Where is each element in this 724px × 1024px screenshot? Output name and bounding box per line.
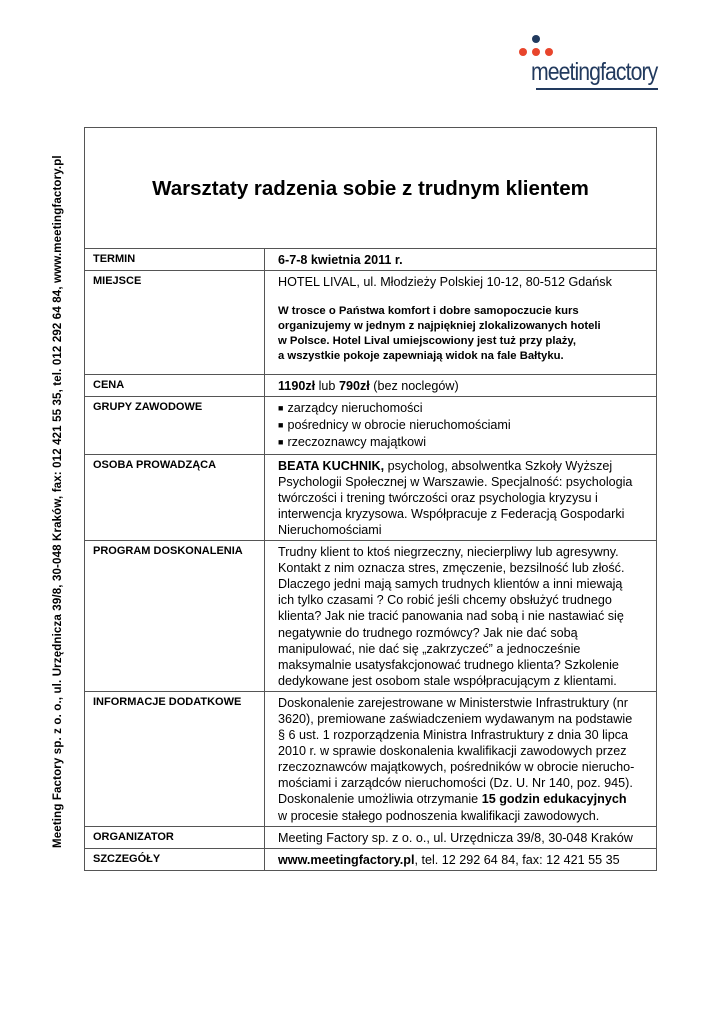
text-line: Trudny klient to ktoś niegrzeczny, niecierpliwy lub agresywny.	[278, 545, 619, 560]
text-line: maksymalnie usatysfakcjonować trudnego klienta? Szkolenie	[278, 657, 619, 672]
trainer-name: BEATA KUCHNIK,	[278, 458, 385, 473]
label-termin: TERMIN	[85, 249, 265, 270]
row-informacje	[85, 692, 656, 827]
label-cena: CENA	[85, 375, 265, 396]
value-informacje	[265, 692, 656, 826]
price-full: 1190zł	[278, 379, 316, 394]
text-line: rzeczoznawców majątkowych, pośredników w obrocie nierucho-	[278, 760, 635, 775]
text-line: Psychologii Społecznej w Warszawie. Specjalność: psychologia	[278, 474, 633, 489]
value-cena	[265, 375, 656, 396]
row-termin	[85, 249, 656, 271]
label-organizator: ORGANIZATOR	[85, 827, 265, 848]
value-termin: 6-7-8 kwietnia 2011 r.	[278, 253, 403, 267]
value-program	[265, 541, 656, 691]
value-szczegoly	[265, 849, 656, 870]
text-line: klienta? Jak nie tracić panowania nad sobą i nie nastawiać się	[278, 609, 624, 624]
text-line: psycholog, absolwentka Szkoły Wyższej	[384, 458, 613, 473]
text-line: § 6 ust. 1 rozporządzenia Ministra Infrastruktury z dnia 30 lipca	[278, 728, 628, 743]
note-line: W trosce o Państwa komfort i dobre samopoczucie kurs	[278, 305, 579, 318]
row-cena	[85, 375, 656, 397]
text-line: Doskonalenie umożliwia otrzymanie	[278, 792, 482, 807]
text-line: interwencja kryzysowa. Współpracuje z Federacją Gospodarki	[278, 506, 625, 521]
price-separator: lub	[315, 379, 339, 394]
logo-dot-accent-2	[532, 48, 540, 56]
value-osoba	[265, 455, 656, 540]
text-line: twórczości i trening twórczości oraz psychologia kryzysu i	[278, 490, 598, 505]
logo-dot-accent-3	[545, 48, 553, 56]
text-line: Kontakt z nim oznacza stres, zmęczenie, bezsilność lub złość.	[278, 561, 625, 576]
text-line: ich tylko czasami ? Co robić jeśli chcemy obsłużyć trudnego	[278, 593, 612, 608]
text-line: w procesie stałego podnoszenia kwalifikacji zawodowych.	[278, 808, 600, 823]
price-note: (bez noclegów)	[369, 379, 459, 394]
info-table	[84, 127, 657, 871]
text-line: Dlaczego jedni mają samych trudnych klientów a inni miewają	[278, 577, 623, 592]
text-line: Doskonalenie zarejestrowane w Ministerstwie Infrastruktury (nr	[278, 695, 628, 710]
label-informacje: INFORMACJE DODATKOWE	[85, 692, 265, 826]
row-szczegoly	[85, 849, 656, 870]
row-grupy	[85, 397, 656, 454]
logo-text: meetingfactory	[531, 58, 658, 86]
text-line: 2010 r. w sprawie doskonalenia kwalifikacji zawodowych przez	[278, 744, 627, 759]
label-szczegoly: SZCZEGÓŁY	[85, 849, 265, 870]
price-reduced: 790zł	[338, 379, 370, 394]
list-item: ■ pośrednicy w obrocie nieruchomościami	[278, 417, 646, 434]
value-organizator: Meeting Factory sp. z o. o., ul. Urzędnicza 39/8, 30-048 Kraków	[278, 830, 633, 845]
miejsce-note	[278, 304, 646, 364]
label-osoba: OSOBA PROWADZĄCA	[85, 455, 265, 540]
text-line: negatywnie do trudnego rozmówcy? Jak nie dać sobą	[278, 625, 578, 640]
text-line: manipulować, nie dać się „zakrzyczeć” a jednocześnie	[278, 641, 581, 656]
text-line: Nieruchomościami	[278, 522, 382, 537]
row-osoba	[85, 455, 656, 541]
text-line: mościami i zarządców nieruchomości (Dz. U. Nr 140, poz. 945).	[278, 776, 633, 791]
label-miejsce: MIEJSCE	[85, 271, 265, 374]
note-line: organizujemy w jednym z najpiękniej zlokalizowanych hoteli	[278, 320, 601, 333]
row-miejsce	[85, 271, 656, 375]
note-line: w Polsce. Hotel Lival umiejscowiony jest tuż przy plaży,	[278, 335, 576, 348]
text-line: dedykowane jest osobom stale współpracującym z klientami.	[278, 673, 617, 688]
website-link[interactable]: www.meetingfactory.pl	[278, 852, 415, 867]
note-line: a wszystkie pokoje zapewniają widok na fale Bałtyku.	[278, 350, 564, 363]
contact-info: , tel. 12 292 64 84, fax: 12 421 55 35	[414, 852, 620, 867]
label-grupy: GRUPY ZAWODOWE	[85, 397, 265, 453]
logo-dot-accent-1	[519, 48, 527, 56]
row-organizator	[85, 827, 656, 849]
label-program: PROGRAM DOSKONALENIA	[85, 541, 265, 691]
logo-dot-dark	[532, 35, 540, 43]
page-title: Warsztaty radzenia sobie z trudnym klientem	[152, 177, 589, 200]
value-grupy	[265, 397, 656, 453]
list-item: ■ rzeczoznawcy majątkowi	[278, 434, 646, 451]
row-program	[85, 541, 656, 692]
edu-hours: 15 godzin edukacyjnych	[481, 792, 627, 807]
value-miejsce	[265, 271, 656, 374]
miejsce-address: HOTEL LIVAL, ul. Młodzieży Polskiej 10-12, 80-512 Gdańsk	[278, 275, 612, 290]
logo-underline	[536, 88, 658, 90]
sidebar-contact-text: Meeting Factory sp. z o. o., ul. Urzędnicza 39/8, 30-048 Kraków, fax: 012 421 55 35, tel. 012 292 64 84, www.meetingfactory.pl	[52, 155, 64, 848]
meetingfactory-logo	[516, 32, 666, 92]
title-row	[85, 128, 656, 249]
list-item: ■ zarządcy nieruchomości	[278, 400, 646, 417]
text-line: 3620), premiowane zaświadczeniem wydawanym na podstawie	[278, 711, 633, 726]
